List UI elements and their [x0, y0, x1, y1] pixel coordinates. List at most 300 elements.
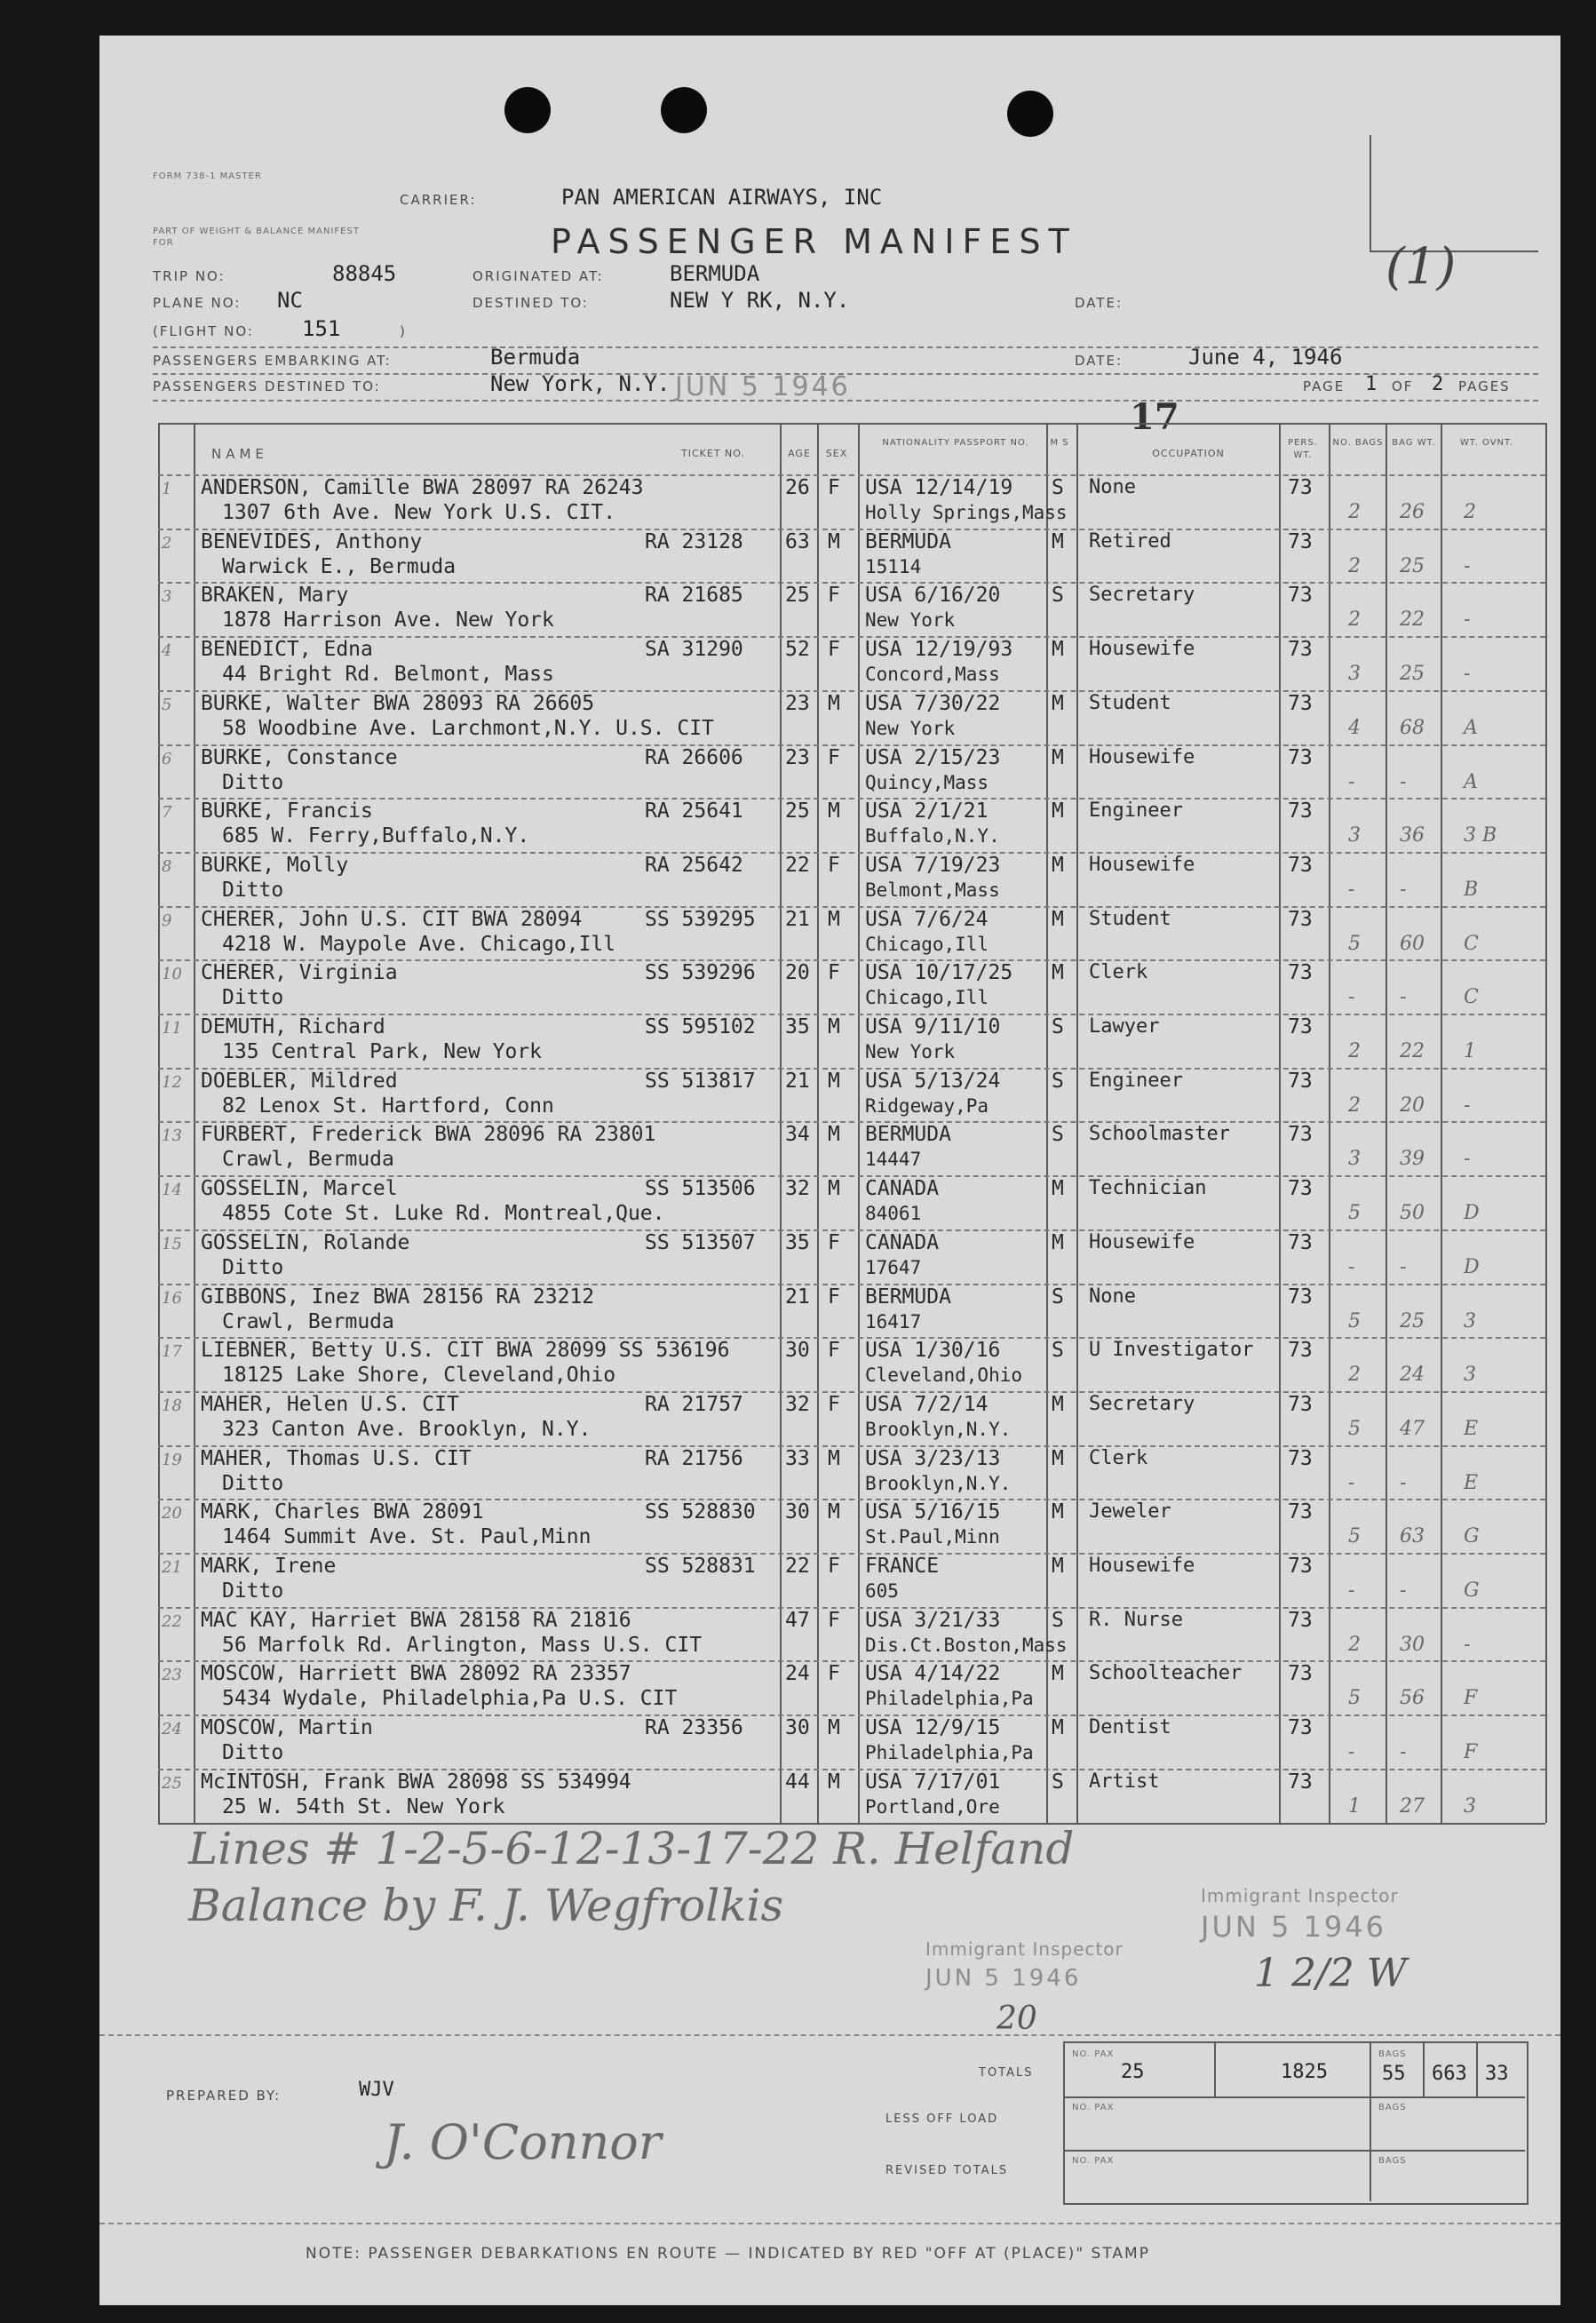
personal-weight: 73 [1288, 529, 1313, 553]
passport-line: Buffalo,N.Y. [865, 825, 1000, 847]
inspector-stamp-a: Immigrant Inspector [1201, 1885, 1399, 1906]
bag-count: 2 [1348, 554, 1361, 577]
row-number: 18 [162, 1396, 182, 1415]
passenger-name-line: BURKE, Molly [201, 853, 349, 877]
excess-weight: C [1464, 986, 1479, 1009]
passenger-address-line: Ditto [222, 1741, 284, 1765]
col-age: AGE [788, 448, 811, 459]
marital-status: M [1052, 800, 1064, 823]
page-of: 2 [1432, 373, 1444, 395]
occupation: Artist [1089, 1770, 1160, 1793]
table-row [158, 1121, 1545, 1175]
personal-weight: 73 [1288, 476, 1313, 499]
occupation: Engineer [1089, 1069, 1183, 1092]
excess-weight: G [1464, 1525, 1480, 1548]
personal-weight: 73 [1288, 1500, 1313, 1524]
bag-weight: 30 [1400, 1633, 1425, 1656]
personal-weight: 73 [1288, 1123, 1313, 1147]
passenger-sex: F [828, 1392, 840, 1416]
bag-weight: 63 [1400, 1525, 1425, 1548]
table-row [158, 959, 1545, 1014]
passport-line: 14447 [865, 1149, 922, 1171]
bag-count: - [1348, 1741, 1355, 1764]
ticket-number: RA 21685 [645, 584, 743, 608]
row-number: 20 [162, 1504, 182, 1523]
passenger-name-line: BENEVIDES, Anthony [201, 529, 423, 553]
excess-weight: F [1464, 1741, 1478, 1764]
passenger-age: 47 [785, 1608, 810, 1632]
marital-status: S [1052, 1339, 1064, 1363]
nationality-line: USA 12/19/93 [865, 638, 1013, 662]
nationality-line: CANADA [865, 1230, 940, 1254]
less-pax-label: NO. PAX [1072, 2103, 1115, 2112]
page-label-c: PAGES [1458, 378, 1511, 394]
passenger-sex: F [828, 961, 840, 985]
passenger-sex: F [828, 638, 840, 662]
passenger-sex: F [828, 1662, 840, 1686]
nationality-line: USA 7/17/01 [865, 1770, 1001, 1794]
ticket-number: SS 528831 [645, 1555, 756, 1578]
passenger-name-line: MOSCOW, Harriett BWA 28092 RA 23357 [201, 1662, 631, 1686]
bag-count: 2 [1348, 609, 1361, 632]
passenger-age: 32 [785, 1392, 810, 1416]
prepared-label: PREPARED BY: [166, 2088, 282, 2104]
ticket-number: SS 513817 [645, 1069, 756, 1093]
totals-row-line [1063, 2096, 1525, 2098]
excess-weight: B [1464, 878, 1479, 901]
marital-status: S [1052, 1015, 1064, 1038]
passenger-age: 30 [785, 1716, 810, 1740]
passport-line: Chicago,Ill [865, 933, 989, 955]
passenger-sex: F [828, 476, 840, 499]
revised-bags-label: BAGS [1378, 2156, 1407, 2166]
marital-status: M [1052, 529, 1064, 553]
bag-weight: 25 [1400, 1309, 1425, 1333]
totals-top-line [99, 2034, 1560, 2036]
occupation: Jeweler [1089, 1500, 1171, 1523]
passenger-sex: M [828, 1770, 840, 1794]
passport-line: St.Paul,Minn [865, 1526, 1000, 1548]
ticket-number: SS 513506 [645, 1177, 756, 1201]
occupation: Lawyer [1089, 1015, 1160, 1038]
nationality-line: USA 3/21/33 [865, 1608, 1001, 1632]
passenger-age: 23 [785, 745, 810, 769]
passenger-address-line: 4855 Cote St. Luke Rd. Montreal,Que. [222, 1202, 665, 1226]
passenger-address-line: 25 W. 54th St. New York [222, 1794, 505, 1818]
inspector-date-a: JUN 5 1946 [1201, 1910, 1386, 1944]
totals-label: TOTALS [979, 2066, 1034, 2080]
date-embark-value: June 4, 1946 [1188, 345, 1343, 370]
passport-line: Cleveland,Ohio [865, 1364, 1023, 1387]
occupation: Secretary [1089, 1392, 1195, 1415]
passenger-age: 21 [785, 1069, 810, 1093]
marital-status: M [1052, 961, 1064, 985]
nationality-line: USA 7/19/23 [865, 853, 1001, 877]
passport-line: New York [865, 717, 956, 739]
marital-status: S [1052, 1069, 1064, 1093]
row-number: 11 [162, 1019, 182, 1038]
excess-weight: 1 [1464, 1040, 1476, 1062]
nationality-line: FRANCE [865, 1555, 940, 1578]
table-row [158, 690, 1545, 744]
originated-label: ORIGINATED AT: [472, 268, 604, 284]
bag-count: 5 [1348, 1687, 1361, 1710]
nationality-line: USA 1/30/16 [865, 1339, 1001, 1363]
inspector-date-b: JUN 5 1946 [925, 1965, 1082, 1992]
bag-weight: 47 [1400, 1417, 1425, 1440]
passenger-address-line: Ditto [222, 1579, 284, 1603]
passenger-age: 35 [785, 1015, 810, 1038]
row-number: 16 [162, 1288, 182, 1308]
totals-col-line [1214, 2041, 1216, 2096]
bag-count: 1 [1348, 1794, 1361, 1818]
bag-weight: - [1400, 878, 1407, 901]
page-label-a: PAGE [1303, 378, 1346, 394]
ticket-number: RA 25641 [645, 800, 743, 823]
excess-weight: - [1464, 663, 1471, 686]
table-row [158, 1660, 1545, 1714]
marital-status: M [1052, 1716, 1064, 1740]
personal-weight: 73 [1288, 853, 1313, 877]
col-name: NAME [211, 446, 268, 462]
nationality-line: USA 9/11/10 [865, 1015, 1001, 1038]
nationality-line: CANADA [865, 1177, 940, 1201]
passenger-age: 34 [785, 1123, 810, 1147]
bag-count: 5 [1348, 1525, 1361, 1548]
passenger-sex: M [828, 1015, 840, 1038]
marital-status: S [1052, 1770, 1064, 1794]
bag-weight: 68 [1400, 716, 1425, 739]
page-mark: (1) [1386, 238, 1457, 296]
occupation: None [1089, 1285, 1136, 1308]
marital-status: M [1052, 1555, 1064, 1578]
passport-line: 15114 [865, 555, 922, 577]
passport-line: Portland,Ore [865, 1795, 1000, 1818]
totals-bag-wt: 663 [1432, 2063, 1467, 2085]
excess-weight: D [1464, 1202, 1480, 1225]
passenger-name-line: CHERER, John U.S. CIT BWA 28094 [201, 907, 583, 931]
occupation: Secretary [1089, 584, 1195, 607]
bag-count: 5 [1348, 1417, 1361, 1440]
nationality-line: USA 5/13/24 [865, 1069, 1001, 1093]
passenger-sex: F [828, 1555, 840, 1578]
marital-status: M [1052, 1662, 1064, 1686]
trip-value: 88845 [332, 261, 397, 286]
passport-line: New York [865, 1041, 956, 1062]
nationality-line: USA 2/15/23 [865, 745, 1001, 769]
bag-weight: - [1400, 1741, 1407, 1764]
marital-status: M [1052, 853, 1064, 877]
excess-weight: - [1464, 1633, 1471, 1656]
totals-bags: 55 [1382, 2063, 1406, 2085]
occupation: Housewife [1089, 1230, 1195, 1253]
prepared-signature: J. O'Connor [384, 2114, 662, 2170]
nationality-line: USA 6/16/20 [865, 584, 1001, 608]
table-column-line [1545, 423, 1547, 1823]
passenger-address-line: 1464 Summit Ave. St. Paul,Minn [222, 1525, 592, 1549]
destined-pass-value: New York, N.Y. [490, 371, 671, 396]
col-ticket: TICKET NO. [681, 448, 745, 459]
bag-count: 4 [1348, 716, 1361, 739]
flight-close: ) [400, 323, 407, 339]
passenger-address-line: 56 Marfolk Rd. Arlington, Mass U.S. CIT [222, 1633, 703, 1657]
bag-weight: 25 [1400, 554, 1425, 577]
bag-count: 3 [1348, 1148, 1361, 1171]
table-row [158, 582, 1545, 636]
passenger-address-line: Ditto [222, 878, 284, 902]
personal-weight: 73 [1288, 1770, 1313, 1794]
row-number: 4 [162, 641, 172, 661]
personal-weight: 73 [1288, 1177, 1313, 1201]
passenger-address-line: 4218 W. Maypole Ave. Chicago,Ill [222, 932, 616, 956]
bag-weight: - [1400, 1471, 1407, 1494]
passenger-sex: M [828, 529, 840, 553]
passenger-age: 21 [785, 907, 810, 931]
personal-weight: 73 [1288, 1339, 1313, 1363]
table-row [158, 529, 1545, 583]
passenger-name-line: MOSCOW, Martin [201, 1716, 373, 1740]
passenger-name-line: MARK, Irene [201, 1555, 337, 1578]
passport-line: Philadelphia,Pa [865, 1742, 1034, 1764]
passport-line: Brooklyn,N.Y. [865, 1418, 1012, 1440]
bag-count: 2 [1348, 501, 1361, 523]
passenger-age: 30 [785, 1500, 810, 1524]
punch-hole [661, 87, 707, 133]
footer-line [99, 2223, 1560, 2224]
plane-label: PLANE NO: [153, 295, 242, 311]
occupation: Schoolteacher [1089, 1662, 1243, 1685]
bag-count: 3 [1348, 824, 1361, 847]
bag-weight: 39 [1400, 1148, 1425, 1171]
col-bags: NO. BAGS [1332, 438, 1384, 448]
passenger-address-line: 58 Woodbine Ave. Larchmont,N.Y. U.S. CIT [222, 716, 714, 740]
table-top-line [158, 423, 1545, 425]
table-row [158, 1607, 1545, 1661]
passport-line: 17647 [865, 1256, 922, 1278]
totals-pax-label: NO. PAX [1072, 2049, 1115, 2059]
passenger-age: 25 [785, 584, 810, 608]
excess-weight: - [1464, 554, 1471, 577]
date-stamp: JUN 5 1946 [675, 371, 851, 402]
marital-status: M [1052, 638, 1064, 662]
row-number: 15 [162, 1234, 182, 1253]
personal-weight: 73 [1288, 907, 1313, 931]
passenger-sex: M [828, 1500, 840, 1524]
passenger-name-line: GOSSELIN, Rolande [201, 1230, 410, 1254]
passport-line: Brooklyn,N.Y. [865, 1472, 1012, 1494]
row-number: 22 [162, 1611, 182, 1631]
personal-weight: 73 [1288, 1608, 1313, 1632]
bag-weight: 22 [1400, 1040, 1425, 1062]
col-pers-wt: PERS. WT. [1288, 438, 1318, 460]
ticket-number: RA 21756 [645, 1446, 743, 1470]
personal-weight: 73 [1288, 1069, 1313, 1093]
passenger-age: 22 [785, 1555, 810, 1578]
bag-count: - [1348, 1255, 1355, 1278]
row-number: 14 [162, 1181, 182, 1200]
ticket-number: RA 25642 [645, 853, 743, 877]
trip-label: TRIP NO: [153, 268, 226, 284]
passenger-address-line: Ditto [222, 986, 284, 1010]
passenger-address-line: Crawl, Bermuda [222, 1148, 394, 1172]
passenger-sex: F [828, 1608, 840, 1632]
row-number: 24 [162, 1720, 182, 1739]
less-bags-label: BAGS [1378, 2103, 1407, 2112]
bag-count: - [1348, 986, 1355, 1009]
nationality-line: USA 12/14/19 [865, 476, 1013, 499]
row-number: 12 [162, 1072, 182, 1092]
passport-line: Philadelphia,Pa [865, 1688, 1034, 1710]
marital-status: M [1052, 1230, 1064, 1254]
bag-weight: 36 [1400, 824, 1425, 847]
table-row [158, 636, 1545, 690]
bag-count: 2 [1348, 1633, 1361, 1656]
bag-count: - [1348, 878, 1355, 901]
flight-value: 151 [302, 316, 341, 341]
passport-line: 16417 [865, 1310, 922, 1333]
passenger-table [158, 423, 1545, 1823]
personal-weight: 73 [1288, 1230, 1313, 1254]
passenger-age: 20 [785, 961, 810, 985]
passenger-age: 25 [785, 800, 810, 823]
marital-status: S [1052, 584, 1064, 608]
marital-status: M [1052, 1446, 1064, 1470]
bag-weight: 50 [1400, 1202, 1425, 1225]
row-number: 9 [162, 911, 172, 930]
row-number: 3 [162, 587, 172, 607]
row-number: 2 [162, 533, 172, 553]
marital-status: M [1052, 907, 1064, 931]
passport-line: Ridgeway,Pa [865, 1094, 989, 1117]
passenger-address-line: 5434 Wydale, Philadelphia,Pa U.S. CIT [222, 1687, 678, 1711]
row-number: 10 [162, 965, 182, 984]
excess-weight: F [1464, 1687, 1478, 1710]
passenger-sex: M [828, 907, 840, 931]
marital-status: S [1052, 1608, 1064, 1632]
passport-line: Quincy,Mass [865, 771, 989, 793]
passenger-address-line: 135 Central Park, New York [222, 1040, 543, 1063]
occupation: Retired [1089, 529, 1171, 553]
table-row [158, 1175, 1545, 1229]
occupation: Housewife [1089, 745, 1195, 768]
table-row [158, 906, 1545, 960]
totals-col-line [1370, 2041, 1371, 2201]
personal-weight: 73 [1288, 961, 1313, 985]
col-sex: SEX [825, 448, 848, 459]
passenger-name-line: GIBBONS, Inez BWA 28156 RA 23212 [201, 1285, 595, 1309]
excess-weight: A [1464, 716, 1478, 739]
col-excess: WT. OVNT. [1459, 438, 1514, 448]
passenger-name-line: MAHER, Helen U.S. CIT [201, 1392, 459, 1416]
nationality-line: USA 4/14/22 [865, 1662, 1001, 1686]
table-row [158, 1769, 1545, 1823]
passenger-age: 33 [785, 1446, 810, 1470]
page-number: 1 [1365, 373, 1378, 395]
form-number: FORM 738-1 MASTER [153, 171, 262, 181]
marital-status: S [1052, 476, 1064, 499]
row-number: 13 [162, 1126, 182, 1146]
bag-count: - [1348, 1471, 1355, 1494]
passenger-name-line: DEMUTH, Richard [201, 1015, 385, 1038]
excess-weight: 2 [1464, 501, 1476, 523]
footer-note: NOTE: PASSENGER DEBARKATIONS EN ROUTE — INDICATED BY RED "OFF AT (PLACE)" STAMP [306, 2245, 1150, 2263]
passenger-address-line: 82 Lenox St. Hartford, Conn [222, 1094, 554, 1118]
passport-line: New York [865, 609, 956, 632]
passenger-address-line: Ditto [222, 1471, 284, 1495]
passenger-sex: M [828, 1716, 840, 1740]
carrier-label: CARRIER: [400, 192, 477, 208]
page-label-b: OF [1392, 378, 1414, 394]
revised-totals-label: REVISED TOTALS [885, 2164, 1009, 2177]
table-row [158, 744, 1545, 799]
excess-weight: 3 [1464, 1794, 1476, 1818]
table-row [158, 1014, 1545, 1068]
bag-count: 5 [1348, 932, 1361, 955]
passenger-address-line: Ditto [222, 1255, 284, 1279]
occupation: Clerk [1089, 1446, 1148, 1469]
notes-line-1: Lines # 1-2-5-6-12-13-17-22 R. Helfand [188, 1823, 1075, 1874]
passenger-age: 63 [785, 529, 810, 553]
passenger-name-line: BURKE, Walter BWA 28093 RA 26605 [201, 691, 595, 715]
passenger-age: 26 [785, 476, 810, 499]
passenger-name-line: ANDERSON, Camille BWA 28097 RA 26243 [201, 476, 644, 499]
bag-count: 2 [1348, 1040, 1361, 1062]
col-bag-wt: BAG WT. [1392, 438, 1436, 448]
totals-row-line [1063, 2150, 1525, 2152]
col-ms: M S [1050, 438, 1069, 448]
nationality-line: BERMUDA [865, 1285, 951, 1309]
passenger-address-line: Warwick E., Bermuda [222, 554, 457, 578]
totals-bags-label: BAGS [1378, 2049, 1407, 2059]
bag-count: - [1348, 770, 1355, 793]
bag-weight: 56 [1400, 1687, 1425, 1710]
destined-pass-label: PASSENGERS DESTINED TO: [153, 378, 381, 394]
occupation: Housewife [1089, 1555, 1195, 1577]
passenger-age: 21 [785, 1285, 810, 1309]
passenger-age: 30 [785, 1339, 810, 1363]
passenger-address-line: 1878 Harrison Ave. New York [222, 609, 554, 632]
table-row [158, 798, 1545, 852]
table-row [158, 1068, 1545, 1122]
date-top-label: DATE: [1075, 295, 1124, 311]
bag-count: 3 [1348, 663, 1361, 686]
row-number: 21 [162, 1558, 182, 1577]
passenger-age: 24 [785, 1662, 810, 1686]
passenger-sex: F [828, 584, 840, 608]
punch-hole [504, 87, 551, 133]
bag-weight: - [1400, 986, 1407, 1009]
personal-weight: 73 [1288, 1285, 1313, 1309]
less-off-load-label: LESS OFF LOAD [885, 2112, 999, 2126]
page-title: PASSENGER MANIFEST [551, 222, 1077, 261]
marital-status: M [1052, 745, 1064, 769]
prepared-value: WJV [359, 2079, 394, 2101]
row-number: 7 [162, 803, 172, 823]
destined-label: DESTINED TO: [472, 295, 589, 311]
destined-value: NEW Y RK, N.Y. [670, 288, 850, 313]
table-row [158, 1337, 1545, 1391]
passenger-name-line: BURKE, Constance [201, 745, 398, 769]
ticket-number: SS 539295 [645, 907, 756, 931]
bag-count: 2 [1348, 1364, 1361, 1387]
passenger-name-line: MAC KAY, Harriet BWA 28158 RA 21816 [201, 1608, 631, 1632]
personal-weight: 73 [1288, 745, 1313, 769]
ticket-number: SS 513507 [645, 1230, 756, 1254]
bag-weight: 24 [1400, 1364, 1425, 1387]
passenger-address-line: 44 Bright Rd. Belmont, Mass [222, 663, 554, 687]
ticket-number: RA 23356 [645, 1716, 743, 1740]
nationality-line: BERMUDA [865, 1123, 951, 1147]
